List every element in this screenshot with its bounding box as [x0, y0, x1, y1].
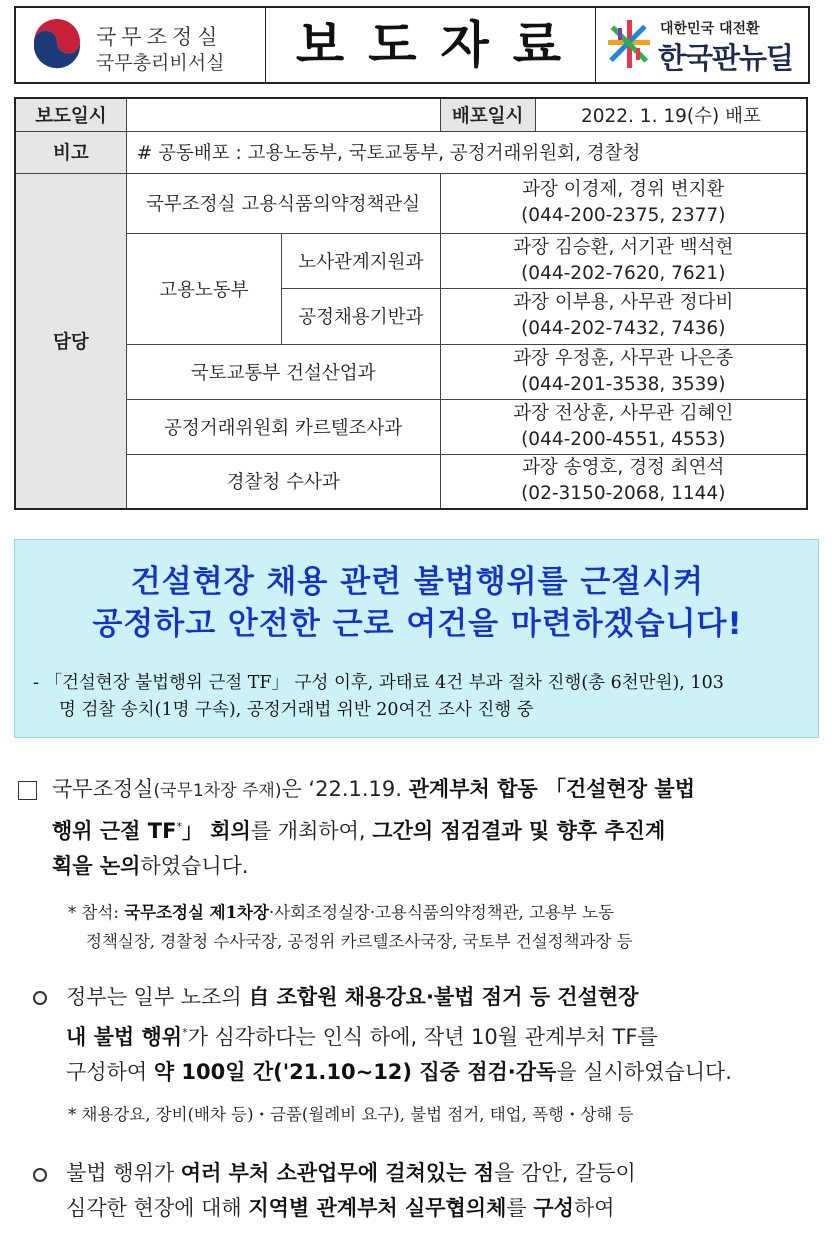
distribution-date-value: 2022. 1. 19(수) 배포	[535, 98, 807, 131]
contact-dept: 공정거래위원회 카르텔조사과	[126, 399, 440, 454]
contact-dept: 경찰청 수사과	[126, 454, 440, 509]
text-span: 」 회의	[181, 819, 251, 843]
contact-person-cell	[440, 399, 807, 454]
release-info-table	[14, 97, 808, 510]
text-span: (국무1차장 주재)	[153, 781, 282, 801]
text-span: 행위 근절 TF	[52, 819, 177, 843]
contact-person-cell	[440, 288, 807, 344]
org-subname: 국무총리비서실	[96, 52, 225, 74]
headline-line-2: 공정하고 안전한 근로 여건을 마련하겠습니다!	[92, 606, 743, 642]
footnote-2	[68, 1100, 818, 1129]
circle-bullet-icon	[33, 991, 47, 1005]
contact-person: 과장 김승환, 서기관 백석현	[513, 236, 734, 258]
table-row	[15, 399, 807, 454]
contact-person-cell	[440, 344, 807, 399]
contact-subdept: 노사관계지원과	[282, 233, 440, 288]
contact-phone: (044-200-2375, 2377)	[521, 205, 726, 226]
text-span: 를	[506, 1196, 534, 1220]
footnote-1	[68, 898, 818, 956]
contact-person: 과장 송영호, 경정 최연석	[522, 457, 725, 479]
contact-phone: (044-202-7432, 7436)	[521, 318, 726, 339]
text-span: 하여	[573, 1196, 615, 1220]
org-name: 국무조정실	[96, 25, 223, 49]
ministry-block	[16, 8, 266, 82]
text-span: 정부는 일부 노조의	[66, 985, 249, 1009]
text-span: 自 조합원 채용강요·불법 점거 등 건설현장	[248, 985, 639, 1009]
contact-phone: (044-202-7620, 7621)	[521, 262, 726, 284]
headline-line-1: 건설현장 채용 관련 불법행위를 근절시켜	[130, 564, 705, 600]
checkbox-bullet-icon	[18, 781, 37, 800]
contact-subdept: 공정채용기반과	[282, 288, 440, 344]
new-deal-brand	[596, 8, 808, 82]
text-span: 를 개최하여,	[250, 819, 373, 843]
table-row	[15, 173, 807, 233]
footnote-mark: *	[176, 820, 182, 833]
press-release-title: 보도자료	[295, 15, 586, 74]
text-span: 약 100일 간('21.10∼12) 집중 점검·감독	[153, 1060, 557, 1084]
release-date-label: 보도일시	[15, 98, 126, 131]
note-label: 비고	[15, 131, 126, 173]
text-span: 구성하여	[66, 1060, 154, 1084]
text-span: 내 불법 행위	[66, 1025, 183, 1049]
release-date-value	[126, 98, 440, 131]
contact-person: 과장 이부용, 사무관 정다비	[513, 292, 734, 313]
contact-person-cell	[440, 454, 807, 509]
contact-dept: 고용노동부	[126, 233, 281, 344]
summary-line-2: 명 검찰 송치(1명 구속), 공정거래법 위반 20여건 조사 진행 중	[59, 700, 534, 720]
contact-phone: (02-3150-2068, 1144)	[521, 483, 726, 505]
text-span: 여러 부처 소관업무에 걸쳐있는 점	[180, 1161, 495, 1185]
contact-person: 과장 이경제, 경위 변지환	[522, 179, 725, 200]
text-span: * 참석:	[68, 903, 125, 922]
text-span: 을 감안, 갈등이	[494, 1161, 636, 1185]
circle-bullet-icon	[33, 1168, 47, 1182]
text-span: 을 실시하였습니다.	[556, 1060, 732, 1084]
brand-title: 한국판뉴딜	[658, 41, 794, 75]
new-deal-logo-icon	[606, 18, 652, 70]
press-header	[14, 6, 810, 84]
footnote-mark: *	[182, 1026, 188, 1039]
text-span: 구성	[533, 1196, 574, 1220]
text-span: 국무조정실	[52, 777, 154, 801]
distribution-date-label: 배포일시	[440, 98, 535, 131]
paragraph-2	[66, 980, 822, 1090]
contact-person: 과장 우정훈, 사무관 나은종	[513, 347, 734, 369]
headline-summary	[33, 670, 813, 724]
contact-phone: (044-201-3538, 3539)	[521, 373, 726, 395]
table-row	[15, 233, 807, 288]
headline-box	[14, 539, 819, 738]
contact-phone: (044-200-4551, 4553)	[521, 428, 726, 450]
text-span: 정책실장, 경찰청 수사국장, 공정위 카르텔조사국장, 국토부 건설정책과장 등	[86, 932, 633, 951]
contact-person: 과장 전상훈, 사무관 김혜인	[513, 402, 734, 424]
table-row	[15, 98, 807, 131]
text-span: 가 심각하다는 인식 하에, 작년 10월 관계부처 TF를	[187, 1025, 658, 1049]
text-span: 불법 행위가	[66, 1161, 181, 1185]
text-span: 심각한 현장에 대해	[66, 1196, 249, 1220]
table-row	[15, 131, 807, 173]
contact-label: 담당	[15, 173, 126, 509]
contact-dept: 국토교통부 건설산업과	[126, 344, 440, 399]
note-value: # 공동배포 : 고용노동부, 국토교통부, 공정거래위원회, 경찰청	[126, 131, 807, 173]
paragraph-1	[52, 772, 822, 884]
paragraph-3	[66, 1156, 822, 1226]
text-span: 지역별 관계부처 실무협의체	[248, 1196, 507, 1220]
taegeuk-emblem-icon	[30, 18, 84, 72]
contact-person-cell	[440, 233, 807, 288]
table-row	[15, 454, 807, 509]
contact-dept: 국무조정실 고용식품의약정책관실	[126, 173, 440, 233]
brand-subtitle: 대한민국 대전환	[660, 21, 760, 37]
press-title-block	[266, 8, 596, 82]
summary-line-1: - 「건설현장 불법행위 근절 TF」 구성 이후, 과태료 4건 부과 절차 진행(총 6천만원), 103	[33, 673, 724, 693]
text-span: 국무조정실 제1차장	[124, 903, 269, 922]
text-span: 획을 논의	[52, 854, 141, 878]
text-span: 하였습니다.	[140, 854, 249, 878]
table-row	[15, 344, 807, 399]
text-span: 은 ‘22.1.19.	[281, 777, 409, 801]
contact-person-cell	[440, 173, 807, 233]
text-span: 관계부처 합동 「건설현장 불법	[408, 777, 695, 801]
text-span: 그간의 점검결과 및 향후 추진계	[372, 819, 666, 843]
text-span: ·사회조정실장·고용식품의약정책관, 고용부 노동	[268, 903, 614, 922]
text-span: * 채용강요, 장비(배차 등)・금품(월례비 요구), 불법 점거, 태업, 폭행・상해 등	[68, 1105, 634, 1124]
